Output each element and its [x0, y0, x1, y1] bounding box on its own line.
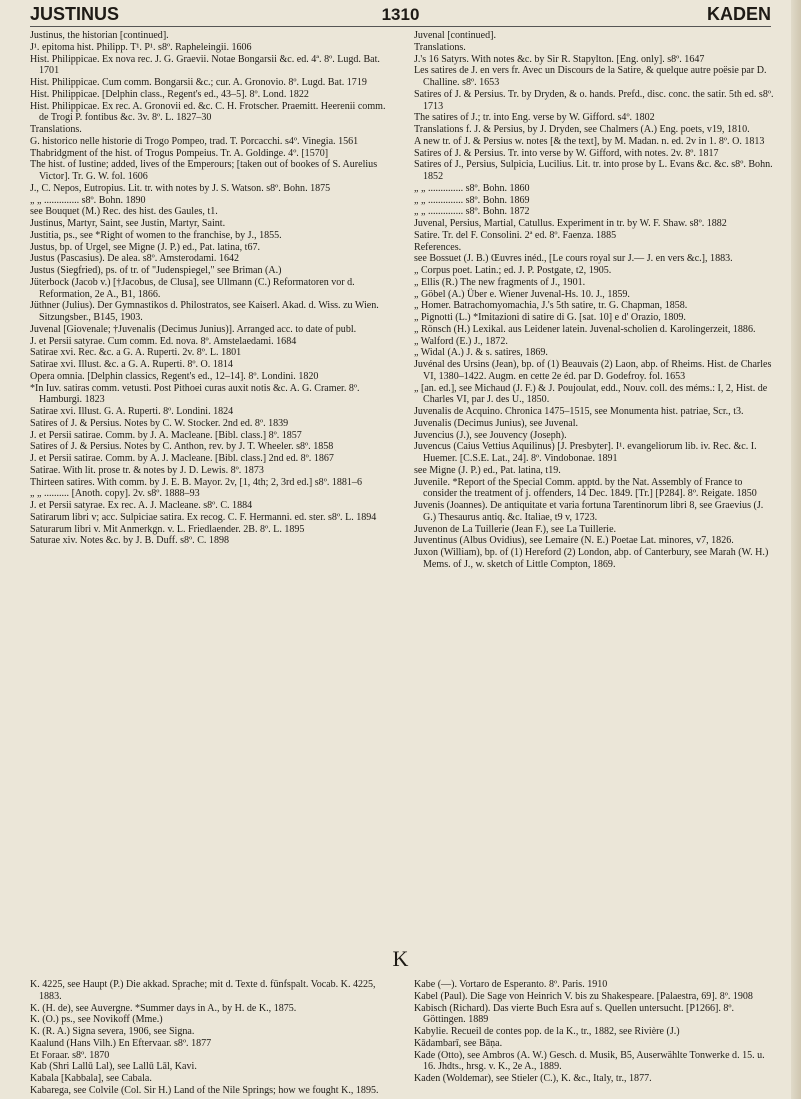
- catalogue-entry: *In Iuv. satiras comm. vetusti. Post Pithoei curas auxit notis &c. A. G. Cramer. 8º. Hamburgi. 1823: [30, 382, 360, 406]
- catalogue-entry: Juxon (William), bp. of (1) Hereford (2) London, abp. of Canterbury, see Marah (W. H.) Mems. of J., w. sketch of Little Compton, 1869.: [414, 547, 769, 570]
- catalogue-entry: Kaden (Woldemar), see Stieler (C.), K. &c., Italy, tr., 1877.: [414, 1073, 652, 1084]
- catalogue-entry: Saturae xiv. Notes &c. by J. B. Duff. s8º. C. 1898: [30, 535, 230, 547]
- catalogue-entry: Justinus, the historian [continued].: [30, 30, 169, 41]
- catalogue-entry: Juvenile. *Report of the Special Comm. apptd. by the Nat. Assembly of France to consider the treatment of j. offenders, 14 Dec. 1849. [Tr.] [P284]. 8º. Reigate. 1850: [414, 476, 757, 500]
- catalogue-entry: Jüterbock (Jacob v.) [†Jacobus, de Clusa], see Ullmann (C.) Reformatoren vor d. Reformation, 2e A., B1, 1866.: [30, 276, 355, 300]
- catalogue-entry: „ Pignotti (L.) *Imitazioni di satire di G. [sat. 10] e d' Orazio, 1809.: [414, 312, 686, 323]
- catalogue-entry: K. (O.) ps., see Novikoff (Mme.): [30, 1014, 163, 1026]
- catalogue-entry: Translations f. J. & Persius, by J. Dryden, see Chalmers (A.) Eng. poets, v19, 1810.: [414, 124, 750, 135]
- header-left-word: JUSTINUS: [30, 4, 120, 24]
- catalogue-entry: Kabala [Kabbala], see Cabala.: [30, 1073, 152, 1084]
- catalogue-entry: Juvenalis (Decimus Junius), see Juvenal.: [414, 417, 579, 429]
- catalogue-entry: „ [an. ed.], see Michaud (J. F.) & J. Poujoulat, edd., Nouv. coll. des méms.: I, 2, Hist. de Charles VI, par J. des U., 1850.: [414, 382, 768, 406]
- catalogue-entry: Thirteen satires. With comm. by J. E. B. Mayor. 2v, [1, 4th; 2, 3rd ed.] s8º. 1881–6: [30, 476, 362, 488]
- catalogue-entry: The satires of J.; tr. into Eng. verse by W. Gifford. s4º. 1802: [414, 112, 655, 124]
- catalogue-entry: Justus (Siegfried), ps. of tr. of "Judenspiegel," see Briman (A.): [30, 265, 282, 276]
- catalogue-entry: Satires of J., Persius, Sulpicia, Lucilius. Lit. tr. into prose by L. Evans &c. &c. s8º. Bohn. 1852: [414, 159, 773, 182]
- catalogue-entry: „ Corpus poet. Latin.; ed. J. P. Postgate, t2, 1905.: [414, 265, 612, 276]
- catalogue-entry: Thabridgment of the hist. of Trogus Pompeius. Tr. A. Goldinge. 4º. [1570]: [30, 147, 329, 159]
- catalogue-entry: G. historico nelle historie di Trogo Pompeo, trad. T. Porcacchi. s4º. Vinegia. 1561: [30, 135, 359, 147]
- catalogue-entry: Saturarum libri v. Mit Anmerkgn. v. L. Friedlaender. 2B. 8º. L. 1895: [30, 523, 305, 535]
- catalogue-entry: Hist. Philippicae. Ex nova rec. J. G. Graevii. Notae Bongarsii &c. ed. 4ª. 8º. Lugd. Bat. 1701: [30, 53, 380, 77]
- catalogue-entry: see Migne (J. P.) ed., Pat. latina, t19.: [414, 464, 561, 476]
- catalogue-entry: J. et Persii satirae. Comm. by A. J. Macleane. [Bibl. class.] 2nd ed. 8º. 1867: [30, 453, 334, 464]
- catalogue-entry: K. 4225, see Haupt (P.) Die akkad. Sprache; mit d. Texte d. fünfspalt. Vocab. K. 4225, 1883.: [30, 979, 376, 1002]
- catalogue-entry: Juventinus (Albus Ovidius), see Lemaire (N. E.) Poetae Lat. minores, v7, 1826.: [414, 535, 734, 547]
- catalogue-entry: Les satires de J. en vers fr. Avec un Discours de la Satire, & quelque autre poësie par D. Challine. s8º. 1653: [414, 65, 767, 88]
- catalogue-entry: K. (R. A.) Signa severa, 1906, see Signa.: [30, 1026, 195, 1037]
- catalogue-entry: „ „ .......... [Anoth. copy]. 2v. s8º. 1888–93: [30, 488, 200, 500]
- catalogue-entry: Satires of J. & Persius. Notes by C. Anthon, rev. by J. T. Wheeler. s8º. 1858: [30, 441, 334, 453]
- catalogue-entry: Juvenal [continued].: [414, 30, 497, 41]
- catalogue-entry: Translations.: [414, 41, 466, 53]
- header-right-word: KADEN: [706, 4, 771, 24]
- catalogue-entry: Juvenal [Giovenale; †Juvenalis (Decimus Junius)]. Arranged acc. to date of publ.: [30, 323, 357, 335]
- catalogue-entry: Satirae xvi. Illust. &c. a G. A. Ruperti. 8º. O. 1814: [30, 359, 233, 370]
- catalogue-entry: „ „ .............. s8º. Bohn. 1890: [30, 194, 146, 206]
- catalogue-entry: J.'s 16 Satyrs. With notes &c. by Sir R. Stapylton. [Eng. only]. s8º. 1647: [414, 53, 705, 65]
- catalogue-entry: Hist. Philippicae. Ex rec. A. Gronovii ed. &c. C. H. Frotscher. Praemitt. Heerenii comm. de Trogi P. fontibus &c. 3v. 8º. L. 1827–30: [30, 100, 386, 124]
- catalogue-entry: Juvencus (Caius Vettius Aquilinus) [J. Presbyter]. I¹. evangeliorum lib. iv. Rec. &c. I. Huemer. [C.S.E. Lat., 24]. 8º. Vindobonae. 1891: [414, 441, 757, 464]
- catalogue-entry: Kaalund (Hans Vilh.) En Eftervaar. s8º. 1877: [30, 1037, 212, 1049]
- catalogue-entry: The hist. of Iustine; added, lives of the Emperours; [taken out of bookes of S. Aurelius Victor]. Tr. G. W. fol. 1606: [30, 159, 378, 182]
- catalogue-entry: „ „ .............. s8º. Bohn. 1869: [414, 194, 530, 206]
- catalogue-entry: Kabel (Paul). Die Sage von Heinrich V. bis zu Shakespeare. [Palaestra, 69]. 8º. 1908: [414, 990, 753, 1002]
- catalogue-entry: Juvenon de La Tuillerie (Jean F.), see La Tuillerie.: [414, 523, 617, 535]
- catalogue-entry: Satires of J. & Persius. Notes by C. W. Stocker. 2nd ed. 8º. 1839: [30, 417, 289, 429]
- catalogue-entry: Opera omnia. [Delphin classics, Regent's ed., 12–14]. 8º. Londini. 1820: [30, 370, 319, 382]
- catalogue-entry: Kade (Otto), see Ambros (A. W.) Gesch. d. Musik, B5, Auserwählte Tonwerke d. 15. u. 16. Jhdts., hrsg. v. K., 2e A., 1889.: [414, 1049, 765, 1073]
- catalogue-entry: Kādambarī, see Bāṇa.: [414, 1037, 503, 1049]
- catalogue-entry: J., C. Nepos, Eutropius. Lit. tr. with notes by J. S. Watson. s8º. Bohn. 1875: [30, 182, 331, 194]
- catalogue-entry: Jüthner (Julius). Der Gymnastikos d. Philostratos, see Kaiserl. Akad. d. Wiss. zu Wien. Sitzungsber., B145, 1903.: [30, 300, 379, 323]
- header-rule: [30, 26, 771, 27]
- bottom-right-column: [414, 979, 778, 1085]
- catalogue-entry: see Bossuet (J. B.) Œuvres inéd., [Le cours royal sur J.— J. en vers &c.], 1883.: [414, 253, 733, 265]
- section-letter: K: [392, 946, 409, 971]
- catalogue-entry: Kabylie. Recueil de contes pop. de la K., tr., 1882, see Rivière (J.): [414, 1026, 680, 1037]
- catalogue-entry: Satires of J. & Persius. Tr. into verse by W. Gifford, with notes. 2v. 8º. 1817: [414, 147, 719, 159]
- catalogue-entry: „ „ .............. s8º. Bohn. 1872: [414, 206, 530, 218]
- catalogue-entry: Justus (Pascasius). De alea. s8º. Amsterodami. 1642: [30, 253, 240, 265]
- catalogue-entry: J¹. epitoma hist. Philipp. T¹. P¹. s8º. Rapheleingii. 1606: [30, 41, 252, 53]
- catalogue-entry: J. et Persii satyrae. Ex rec. A. J. Macleane. s8º. C. 1884: [30, 500, 253, 511]
- catalogue-entry: „ Göbel (A.) Über e. Wiener Juvenal-Hs. 10. J., 1859.: [414, 288, 630, 300]
- catalogue-entry: Hist. Philippicae. [Delphin class., Regent's ed., 43–5]. 8º. Lond. 1822: [30, 88, 309, 100]
- catalogue-entry: Justus, bp. of Urgel, see Migne (J. P.) ed., Pat. latina, t67.: [30, 241, 261, 253]
- page-number: 1310: [381, 5, 420, 24]
- catalogue-entry: Satirae xvi. Rec. &c. a G. A. Ruperti. 2v. 8º. L. 1801: [30, 347, 242, 359]
- catalogue-entry: Kab (Shri Lallū Lal), see Lallū Lāl, Kavi.: [30, 1061, 197, 1073]
- catalogue-entry: K. (H. de), see Auvergne. *Summer days in A., by H. de K., 1875.: [30, 1002, 297, 1014]
- catalogue-entry: Juvenalis de Acquino. Chronica 1475–1515, see Monumenta hist. patriae, Scr., t3.: [414, 406, 744, 417]
- page-edge: [791, 0, 801, 1099]
- catalogue-entry: Satirae xvi. Illust. G. A. Ruperti. 8º. Londini. 1824: [30, 406, 234, 417]
- catalogue-entry: Juvencius (J.), see Jouvency (Joseph).: [414, 429, 567, 441]
- catalogue-entry: References.: [414, 241, 462, 253]
- catalogue-entry: „ Walford (E.) J., 1872.: [414, 335, 508, 347]
- catalogue-entry: „ Widal (A.) J. & s. satires, 1869.: [414, 347, 548, 359]
- catalogue-entry: Kabisch (Richard). Das vierte Buch Esra auf s. Quellen untersucht. [P1266]. 8º. Göttingen. 1889: [414, 1002, 735, 1026]
- catalogue-entry: Juvénal des Ursins (Jean), bp. of (1) Beauvais (2) Laon, abp. of Rheims. Hist. de Charles VI, 1380–1422. Augm. en cette 2e éd. par D. Godefroy. fol. 1653: [414, 359, 772, 382]
- right-column: [414, 30, 778, 571]
- catalogue-entry: Justinus, Martyr, Saint, see Justin, Martyr, Saint.: [30, 218, 226, 229]
- catalogue-entry: J. et Persii satyrae. Cum comm. Ed. nova. 8º. Amstelaedami. 1684: [30, 335, 297, 347]
- catalogue-entry: „ Rönsch (H.) Lexikal. aus Leidener latein. Juvenal-scholien d. Karolingerzeit, 1886.: [414, 323, 756, 335]
- catalogue-entry: Satirae. With lit. prose tr. & notes by J. D. Lewis. 8º. 1873: [30, 464, 264, 476]
- catalogue-entry: J. et Persii satirae. Comm. by J. A. Macleane. [Bibl. class.] 8º. 1857: [30, 429, 302, 441]
- bottom-left-column: [30, 979, 396, 1097]
- catalogue-entry: „ Ellis (R.) The new fragments of J., 1901.: [414, 276, 586, 288]
- catalogue-entry: Hist. Philippicae. Cum comm. Bongarsii &c.; cur. A. Gronovio. 8º. Lugd. Bat. 1719: [30, 77, 367, 88]
- catalogue-entry: „ „ .............. s8º. Bohn. 1860: [414, 182, 530, 194]
- catalogue-entry: Kabarega, see Colvile (Col. Sir H.) Land of the Nile Springs; how we fought K., 1895.: [30, 1084, 379, 1096]
- catalogue-entry: Satires of J. & Persius. Tr. by Dryden, & o. hands. Prefd., disc. conc. the satir. 5th ed. s8º. 1713: [414, 88, 774, 112]
- catalogue-entry: Kabe (—). Vortaro de Esperanto. 8º. Paris. 1910: [414, 979, 608, 990]
- catalogue-entry: Justitia, ps., see *Right of women to the franchise, by J., 1855.: [30, 229, 282, 241]
- catalogue-entry: Juvenis (Joannes). De antiquitate et varia fortuna Tarentinorum libri 8, see Graevius (J. G.) Thesaurus antiq. &c. Italiae, t9 v, 1723.: [414, 500, 764, 523]
- left-column: [30, 30, 396, 547]
- catalogue-entry: Juvenal, Persius, Martial, Catullus. Experiment in tr. by W. F. Shaw. s8º. 1882: [414, 218, 727, 229]
- catalogue-entry: A new tr. of J. & Persius w. notes [& the text], by M. Madan. n. ed. 2v in 1. 8º. O. 1813: [414, 135, 765, 147]
- catalogue-entry: Satirarum libri v; acc. Sulpiciae satira. Ex recog. C. F. Hermanni. ed. ster. s8º. L. 1894: [30, 511, 377, 523]
- catalogue-entry: see Bouquet (M.) Rec. des hist. des Gaules, t1.: [30, 206, 218, 218]
- catalogue-entry: Satire. Tr. del F. Consolini. 2ª ed. 8º. Faenza. 1885: [414, 229, 617, 241]
- catalogue-entry: „ Homer. Batrachomyomachia, J.'s 5th satire, tr. G. Chapman, 1858.: [414, 300, 688, 312]
- catalogue-entry: Et Foraar. s8º. 1870: [30, 1049, 110, 1061]
- catalogue-entry: Translations.: [30, 124, 82, 135]
